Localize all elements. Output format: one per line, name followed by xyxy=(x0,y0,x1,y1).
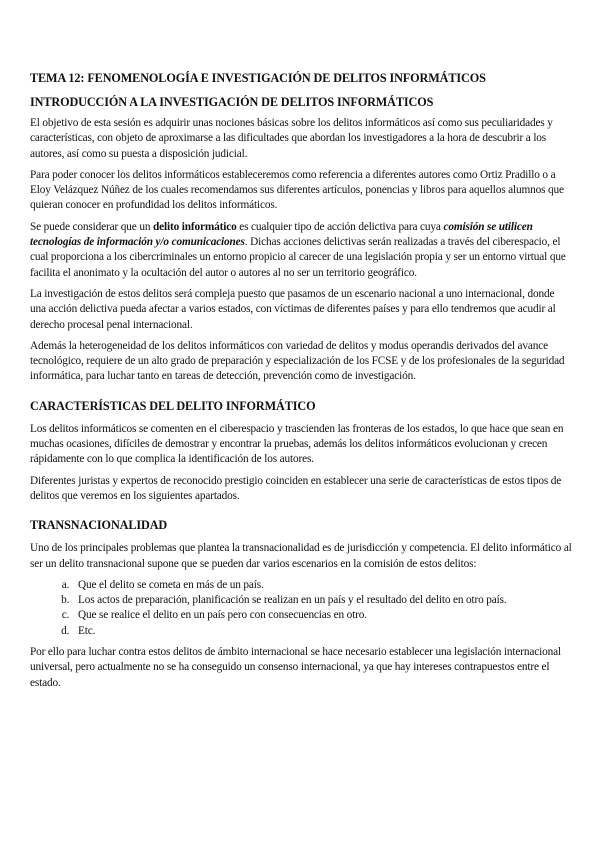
paragraph: Uno de los principales problemas que plantea la transnacionalidad es de jurisdicción y competencia. El delito informático al ser un delito transnacional supone que se pueden dar varios escenarios en la comisión de estos delitos: xyxy=(30,542,572,570)
list-item: c. Que se realice el delito en un país pero con consecuencias en otro. xyxy=(72,608,572,623)
section-heading-caracteristicas: CARACTERÍSTICAS DEL DELITO INFORMÁTICO xyxy=(30,398,316,413)
section-heading-transnacionalidad: TRANSNACIONALIDAD xyxy=(30,518,168,533)
paragraph-definition xyxy=(30,220,572,281)
text-run: Se puede considerar que un xyxy=(30,220,153,233)
paragraph: Los delitos informáticos se comenten en el ciberespacio y trascienden las fronteras de los estados, lo que hace que sean en muchas ocasiones, difíciles de demostrar y encontrar la pruebas, además los delitos informáticos evolucionan y crecen rápidamente con lo que complica la identificación de los autores. xyxy=(30,422,564,466)
paragraph: Además la heterogeneidad de los delitos informáticos con variedad de delitos y modus operandis derivados del avance tecnológico, requiere de un alto grado de preparación y especialización de los FCSE y de los profesionales de la seguridad informática, para luchar tanto en tareas de detección, prevención como de investigación. xyxy=(30,339,565,383)
paragraph: El objetivo de esta sesión es adquirir unas nociones básicas sobre los delitos informáticos así como sus peculiaridades y características, con objeto de aproximarse a las dificultades que abordan los investigadores a la hora de descubrir a los autores, así como su puesta a disposición judicial. xyxy=(30,117,553,160)
section-heading-introduccion: INTRODUCCIÓN A LA INVESTIGACIÓN DE DELITOS INFORMÁTICOS xyxy=(30,95,434,109)
text-run: es cualquier tipo de acción delictiva para cuya xyxy=(236,220,444,233)
paragraph: Diferentes juristas y expertos de reconocido prestigio coinciden en establecer una serie de características de estos tipos de delitos que veremos en los siguientes apartados. xyxy=(30,474,562,502)
bold-italic-text: comisión se utilicen tecnologías de información y/o comunicaciones xyxy=(30,220,533,249)
bold-term: delito informático xyxy=(153,220,237,233)
list-item: a. Que el delito se cometa en más de un país. xyxy=(72,578,572,593)
text-run: . Dichas acciones delictivas serán realizadas a través del ciberespacio, el cual proporciona a los cibercriminales un entorno propicio al carecer de una legislación propia y ser un entorno virtual que facilita el anonimato y la ocultación del autor o autores al no ser un territorio geográfico. xyxy=(30,236,566,279)
paragraph: Por ello para luchar contra estos delitos de ámbito internacional se hace necesario establecer una legislación internacional universal, pero actualmente no se ha conseguido un consenso internacional, ya que hay intereses contrapuestos entre el estado. xyxy=(30,646,561,689)
scenario-list xyxy=(30,578,572,639)
paragraph: La investigación de estos delitos será compleja puesto que pasamos de un escenario nacional a uno internacional, donde una acción delictiva pueda afectar a varios estados, con víctimas de diferentes países y para ello tendremos que acudir al derecho procesal penal internacional. xyxy=(30,287,556,331)
document-title: TEMA 12: FENOMENOLOGÍA E INVESTIGACIÓN DE DELITOS INFORMÁTICOS xyxy=(30,71,486,85)
paragraph: Para poder conocer los delitos informáticos estableceremos como referencia a diferentes autores como Ortiz Pradillo o a Eloy Velázquez Núñez de los cuales recomendamos sus diferentes artículos, ponencias y libros para aquellos alumnos que quieran conocer en profundidad los delitos informáticos. xyxy=(30,168,564,212)
list-item: b. Los actos de preparación, planificación se realizan en un país y el resultado del delito en otro país. xyxy=(72,593,572,608)
list-item: d. Etc. xyxy=(72,624,572,639)
